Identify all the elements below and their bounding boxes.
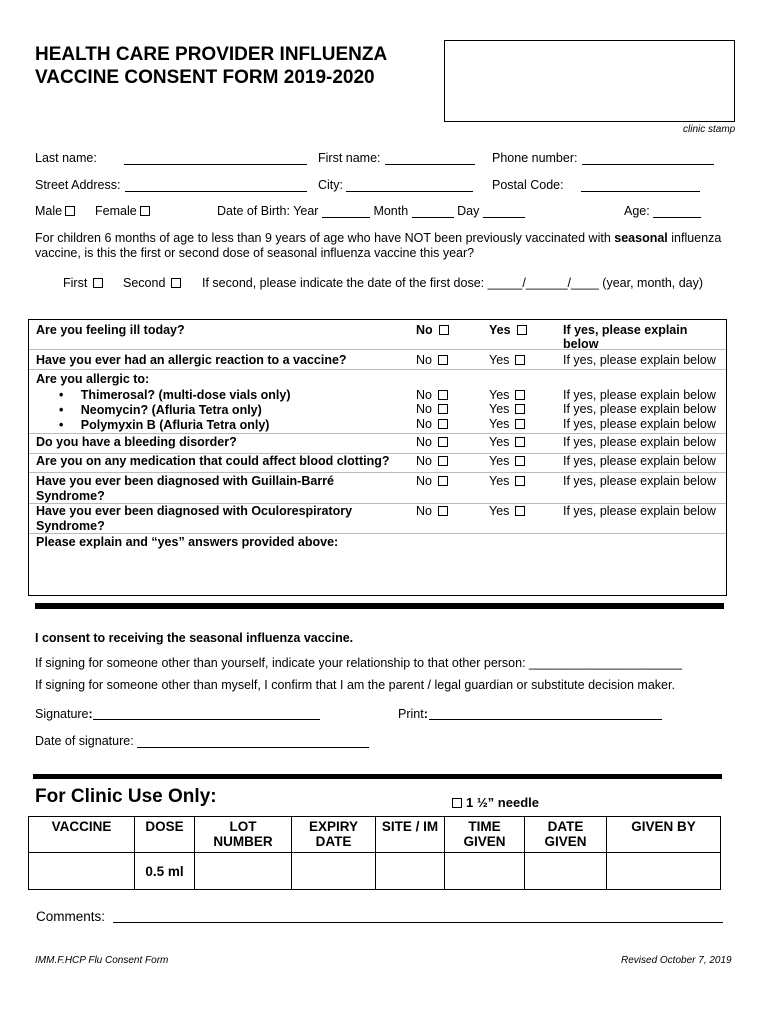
q4-explain: If yes, please explain below: [563, 435, 716, 449]
section-divider: [35, 603, 724, 609]
q4-yes-checkbox[interactable]: [515, 437, 525, 447]
guardian-statement: If signing for someone other than myself, I confirm that I am the parent / legal guardian or substitute decision maker.: [35, 678, 675, 692]
q3a-explain: If yes, please explain below: [563, 388, 716, 402]
cell-vaccine[interactable]: [29, 853, 135, 890]
date-of-signature-field[interactable]: [137, 735, 369, 748]
cell-given-by[interactable]: [607, 853, 721, 890]
q-guillain-barre: Have you ever been diagnosed with Guillain-Barré: [36, 474, 334, 488]
dob-year-label: Year: [293, 204, 319, 218]
dob-month-label: Month: [373, 204, 409, 218]
cell-time[interactable]: [445, 853, 525, 890]
phone-label: Phone number:: [492, 151, 578, 165]
q4-yes-label: Yes: [489, 435, 510, 449]
cell-site[interactable]: [376, 853, 445, 890]
dob-day-field[interactable]: [483, 205, 525, 218]
page-title-line1: HEALTH CARE PROVIDER INFLUENZA: [35, 44, 388, 65]
q-feeling-ill: Are you feeling ill today?: [36, 323, 185, 337]
q-allergic-to: Are you allergic to:: [36, 372, 150, 386]
q-blood-clotting: Are you on any medication that could affect blood clotting?: [36, 454, 390, 468]
q7-no-checkbox[interactable]: [438, 506, 448, 516]
dob-day-label: Day: [457, 204, 480, 218]
q3c-no-checkbox[interactable]: [438, 419, 448, 429]
q5-no-label: No: [416, 454, 432, 468]
q6-yes-checkbox[interactable]: [515, 476, 525, 486]
q7-yes-checkbox[interactable]: [515, 506, 525, 516]
postal-label: Postal Code:: [492, 178, 564, 192]
q2-yes-checkbox[interactable]: [515, 355, 525, 365]
second-dose-label: Second: [123, 276, 166, 290]
needle-checkbox[interactable]: [452, 798, 462, 808]
q1-explain-line2: below: [563, 337, 599, 351]
q3c-yes-label: Yes: [489, 417, 510, 431]
q6-explain: If yes, please explain below: [563, 474, 716, 488]
q3a-yes-checkbox[interactable]: [515, 390, 525, 400]
female-checkbox[interactable]: [140, 206, 150, 216]
q3a-yes-label: Yes: [489, 388, 510, 402]
q1-no-label: No: [416, 323, 433, 337]
q6-yes-label: Yes: [489, 474, 510, 488]
q4-no-label: No: [416, 435, 432, 449]
q4-no-checkbox[interactable]: [438, 437, 448, 447]
city-label: City:: [318, 178, 343, 192]
footer-form-id: IMM.F.HCP Flu Consent Form: [35, 955, 169, 966]
clinic-use-heading: For Clinic Use Only:: [35, 786, 217, 807]
q3b-yes-checkbox[interactable]: [515, 404, 525, 414]
cell-dose: 0.5 ml: [135, 853, 195, 890]
q-thimerosal: • Thimerosal? (multi-dose vials only): [59, 388, 291, 402]
q5-yes-label: Yes: [489, 454, 510, 468]
street-field[interactable]: [125, 179, 307, 192]
q5-explain: If yes, please explain below: [563, 454, 716, 468]
q-oculorespiratory: Have you ever been diagnosed with Oculorespiratory: [36, 504, 353, 518]
col-expiry-date: EXPIRY DATE: [292, 817, 376, 853]
age-field[interactable]: [653, 205, 701, 218]
clinic-divider: [33, 774, 722, 779]
first-name-label: First name:: [318, 151, 381, 165]
children-question-line1: For children 6 months of age to less than 9 years of age who have NOT been previously vaccinated with seasonal influenza: [35, 231, 722, 245]
cell-date[interactable]: [525, 853, 607, 890]
phone-field[interactable]: [582, 152, 714, 165]
comments-label: Comments:: [36, 909, 106, 924]
q7-no-label: No: [416, 504, 432, 518]
male-label: Male: [35, 204, 63, 218]
q-guillain-barre-line2: Syndrome?: [36, 489, 105, 503]
col-dose: DOSE: [135, 817, 195, 853]
consent-statement: I consent to receiving the seasonal influenza vaccine.: [35, 631, 354, 645]
q3b-explain: If yes, please explain below: [563, 402, 716, 416]
street-label: Street Address:: [35, 178, 121, 192]
col-site-im: SITE / IM: [376, 817, 445, 853]
female-label: Female: [95, 204, 137, 218]
first-dose-label: First: [63, 276, 88, 290]
signature-label: Signature: [35, 707, 89, 721]
q3b-yes-label: Yes: [489, 402, 510, 416]
age-label: Age:: [624, 204, 650, 218]
q3a-no-checkbox[interactable]: [438, 390, 448, 400]
last-name-label: Last name:: [35, 151, 97, 165]
q3c-explain: If yes, please explain below: [563, 417, 716, 431]
q1-explain-line1: If yes, please explain: [563, 323, 688, 337]
q-bleeding-disorder: Do you have a bleeding disorder?: [36, 435, 237, 449]
q2-explain: If yes, please explain below: [563, 353, 716, 367]
q3b-no-label: No: [416, 402, 432, 416]
q1-yes-checkbox[interactable]: [517, 325, 527, 335]
q3c-no-label: No: [416, 417, 432, 431]
print-name-field[interactable]: [429, 707, 662, 720]
explain-answers-area[interactable]: [36, 552, 716, 590]
col-time-given: TIME GIVEN: [445, 817, 525, 853]
city-field[interactable]: [346, 179, 473, 192]
clinic-table: [28, 816, 721, 890]
q7-explain: If yes, please explain below: [563, 504, 716, 518]
children-question-line2: vaccine, is this the first or second dose of seasonal influenza vaccine this year?: [35, 246, 475, 260]
q2-yes-label: Yes: [489, 353, 510, 367]
q-polymyxin: • Polymyxin B (Afluria Tetra only): [59, 418, 270, 432]
needle-label: 1 ½” needle: [466, 795, 539, 810]
q3c-yes-checkbox[interactable]: [515, 419, 525, 429]
cell-lot[interactable]: [195, 853, 292, 890]
last-name-field[interactable]: [124, 152, 307, 165]
dob-year-field[interactable]: [322, 205, 370, 218]
q1-no-checkbox[interactable]: [439, 325, 449, 335]
signature-field[interactable]: [93, 707, 320, 720]
q5-no-checkbox[interactable]: [438, 456, 448, 466]
print-label: Print: [398, 707, 424, 721]
comments-field[interactable]: [113, 910, 723, 923]
q5-yes-checkbox[interactable]: [515, 456, 525, 466]
q1-yes-label: Yes: [489, 323, 511, 337]
q3a-no-label: No: [416, 388, 432, 402]
dob-month-field[interactable]: [412, 205, 454, 218]
q-oculorespiratory-line2: Syndrome?: [36, 519, 105, 533]
q-neomycin: • Neomycin? (Afluria Tetra only): [59, 403, 262, 417]
cell-expiry[interactable]: [292, 853, 376, 890]
col-date-given: DATE GIVEN: [525, 817, 607, 853]
q-explain-yes: Please explain and “yes” answers provided above:: [36, 535, 339, 549]
q6-no-checkbox[interactable]: [438, 476, 448, 486]
first-name-field[interactable]: [385, 152, 475, 165]
col-vaccine: VACCINE: [29, 817, 135, 853]
clinic-stamp-box: [444, 40, 735, 122]
q2-no-checkbox[interactable]: [438, 355, 448, 365]
q3b-no-checkbox[interactable]: [438, 404, 448, 414]
clinic-stamp-label: clinic stamp: [683, 124, 736, 135]
first-dose-date-prompt: If second, please indicate the date of the first dose: _____/______/____ (year, month, day): [202, 276, 704, 290]
second-dose-checkbox[interactable]: [171, 278, 181, 288]
q2-no-label: No: [416, 353, 432, 367]
dob-label: Date of Birth:: [217, 204, 290, 218]
first-dose-checkbox[interactable]: [93, 278, 103, 288]
footer-revision: Revised October 7, 2019: [621, 955, 732, 966]
col-given-by: GIVEN BY: [607, 817, 721, 853]
date-of-signature-label: Date of signature:: [35, 734, 134, 748]
q6-no-label: No: [416, 474, 432, 488]
relationship-prompt: If signing for someone other than yourself, indicate your relationship to that other person: ______________________: [35, 656, 682, 670]
q7-yes-label: Yes: [489, 504, 510, 518]
q-allergic-reaction: Have you ever had an allergic reaction to a vaccine?: [36, 353, 347, 367]
col-lot-number: LOT NUMBER: [195, 817, 292, 853]
postal-field[interactable]: [581, 179, 700, 192]
page-title-line2: VACCINE CONSENT FORM 2019-2020: [35, 67, 375, 88]
male-checkbox[interactable]: [65, 206, 75, 216]
